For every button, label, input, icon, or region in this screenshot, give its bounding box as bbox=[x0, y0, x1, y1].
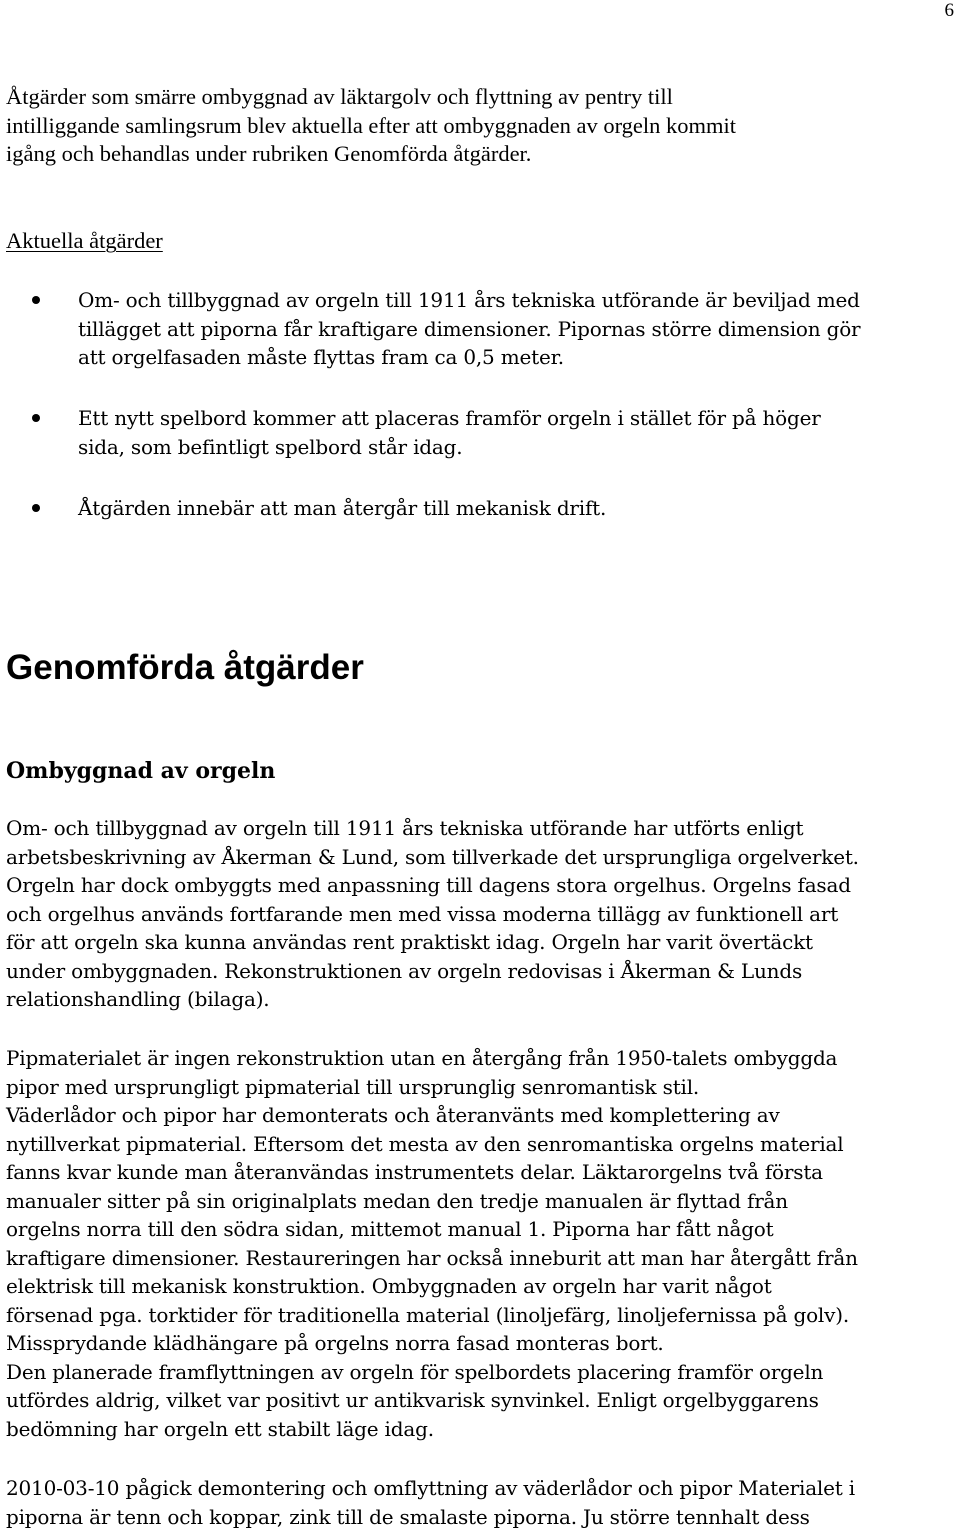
paragraph-line: kraftigare dimensioner. Restaureringen har också inneburit att man har återgått från bbox=[6, 1245, 858, 1270]
subsection-heading: Ombyggnad av orgeln bbox=[6, 758, 276, 784]
paragraph-line: pipor med ursprungligt pipmaterial till ursprunglig senromantisk stil. bbox=[6, 1074, 700, 1099]
bullet-line: sida, som befintligt spelbord står idag. bbox=[78, 434, 463, 459]
paragraph-line: elektrisk till mekanisk konstruktion. Ombyggnaden av orgeln har varit något bbox=[6, 1274, 772, 1298]
paragraph-line: och orgelhus används fortfarande men med vissa moderna tillägg av funktionell art bbox=[6, 901, 839, 926]
paragraph-line: Missprydande klädhängare på orgelns norra fasad monteras bort. bbox=[6, 1331, 664, 1355]
paragraph-line: Väderlådor och pipor har demonterats och återanvänts med komplettering av bbox=[6, 1103, 780, 1127]
paragraph-line: under ombyggnaden. Rekonstruktionen av orgeln redovisas i Åkerman & Lunds bbox=[6, 958, 803, 983]
paragraph-line: piporna är tenn och koppar, zink till de smalaste piporna. Ju större tennhalt dess bbox=[6, 1504, 810, 1529]
paragraph-line: manualer sitter på sin originalplats medan den tredje manualen är flyttad från bbox=[6, 1188, 788, 1213]
bullet-line: Ett nytt spelbord kommer att placeras framför orgeln i stället för på höger bbox=[78, 406, 821, 430]
paragraph-line: arbetsbeskrivning av Åkerman & Lund, som tillverkade det ursprungliga orgelverket. bbox=[6, 844, 859, 869]
page-number: 6 bbox=[944, 0, 954, 21]
bullet-line: tillägget att piporna får kraftigare dimensioner. Pipornas större dimension gör bbox=[78, 316, 861, 341]
paragraph-line: bedömning har orgeln ett stabilt läge idag. bbox=[6, 1416, 434, 1441]
paragraph-line: fanns kvar kunde man återanvändas instrumentets delar. Läktarorgelns två första bbox=[6, 1160, 823, 1184]
bullet-item bbox=[0, 404, 952, 461]
body-paragraph bbox=[6, 814, 952, 1014]
paragraph-line: nytillverkat pipmaterial. Eftersom det mesta av den senromantiska orgelns material bbox=[6, 1131, 844, 1156]
intro-line: intilliggande samlingsrum blev aktuella efter att ombyggnaden av orgeln kommit bbox=[6, 112, 737, 138]
intro-line: Åtgärder som smärre ombyggnad av läktargolv och flyttning av pentry till bbox=[6, 84, 673, 109]
bullet-line: Om- och tillbyggnad av orgeln till 1911 års tekniska utförande är beviljad med bbox=[78, 288, 860, 312]
paragraph-line: Orgeln har dock ombyggts med anpassning till dagens stora orgelhus. Orgelns fasad bbox=[6, 873, 851, 897]
paragraph-line: relationshandling (bilaga). bbox=[6, 987, 270, 1011]
intro-line: igång och behandlas under rubriken Genomförda åtgärder. bbox=[6, 141, 532, 166]
bullet-line: Åtgärden innebär att man återgår till mekanisk drift. bbox=[78, 496, 607, 520]
bullet-icon bbox=[32, 504, 40, 512]
paragraph-line: Om- och tillbyggnad av orgeln till 1911 års tekniska utförande har utförts enligt bbox=[6, 816, 804, 840]
paragraph-line: Pipmaterialet är ingen rekonstruktion utan en återgång från 1950-talets ombyggda bbox=[6, 1046, 838, 1070]
bullet-item bbox=[0, 494, 952, 523]
paragraph-line: 2010-03-10 pågick demontering och omflyttning av väderlådor och pipor Materialet i bbox=[6, 1476, 855, 1500]
bullet-line: att orgelfasaden måste flyttas fram ca 0,5 meter. bbox=[78, 345, 564, 369]
bullet-icon bbox=[32, 296, 40, 304]
intro-paragraph bbox=[6, 83, 952, 169]
body-paragraph bbox=[6, 1474, 952, 1531]
paragraph-line: för att orgeln ska kunna användas rent praktiskt idag. Orgeln har varit övertäckt bbox=[6, 930, 813, 954]
aktuella-heading: Aktuella åtgärder bbox=[6, 228, 163, 253]
bullet-item bbox=[0, 286, 952, 372]
body-paragraph bbox=[6, 1044, 952, 1443]
paragraph-line: utfördes aldrig, vilket var positivt ur antikvarisk synvinkel. Enligt orgelbyggarens bbox=[6, 1388, 819, 1412]
section-heading: Genomförda åtgärder bbox=[6, 648, 364, 687]
paragraph-line: Den planerade framflyttningen av orgeln för spelbordets placering framför orgeln bbox=[6, 1359, 824, 1384]
bullet-icon bbox=[32, 414, 40, 422]
paragraph-line: försenad pga. torktider för traditionella material (linoljefärg, linoljefernissa på golv). bbox=[6, 1302, 849, 1327]
paragraph-line: orgelns norra till den södra sidan, mittemot manual 1. Piporna har fått något bbox=[6, 1217, 774, 1241]
